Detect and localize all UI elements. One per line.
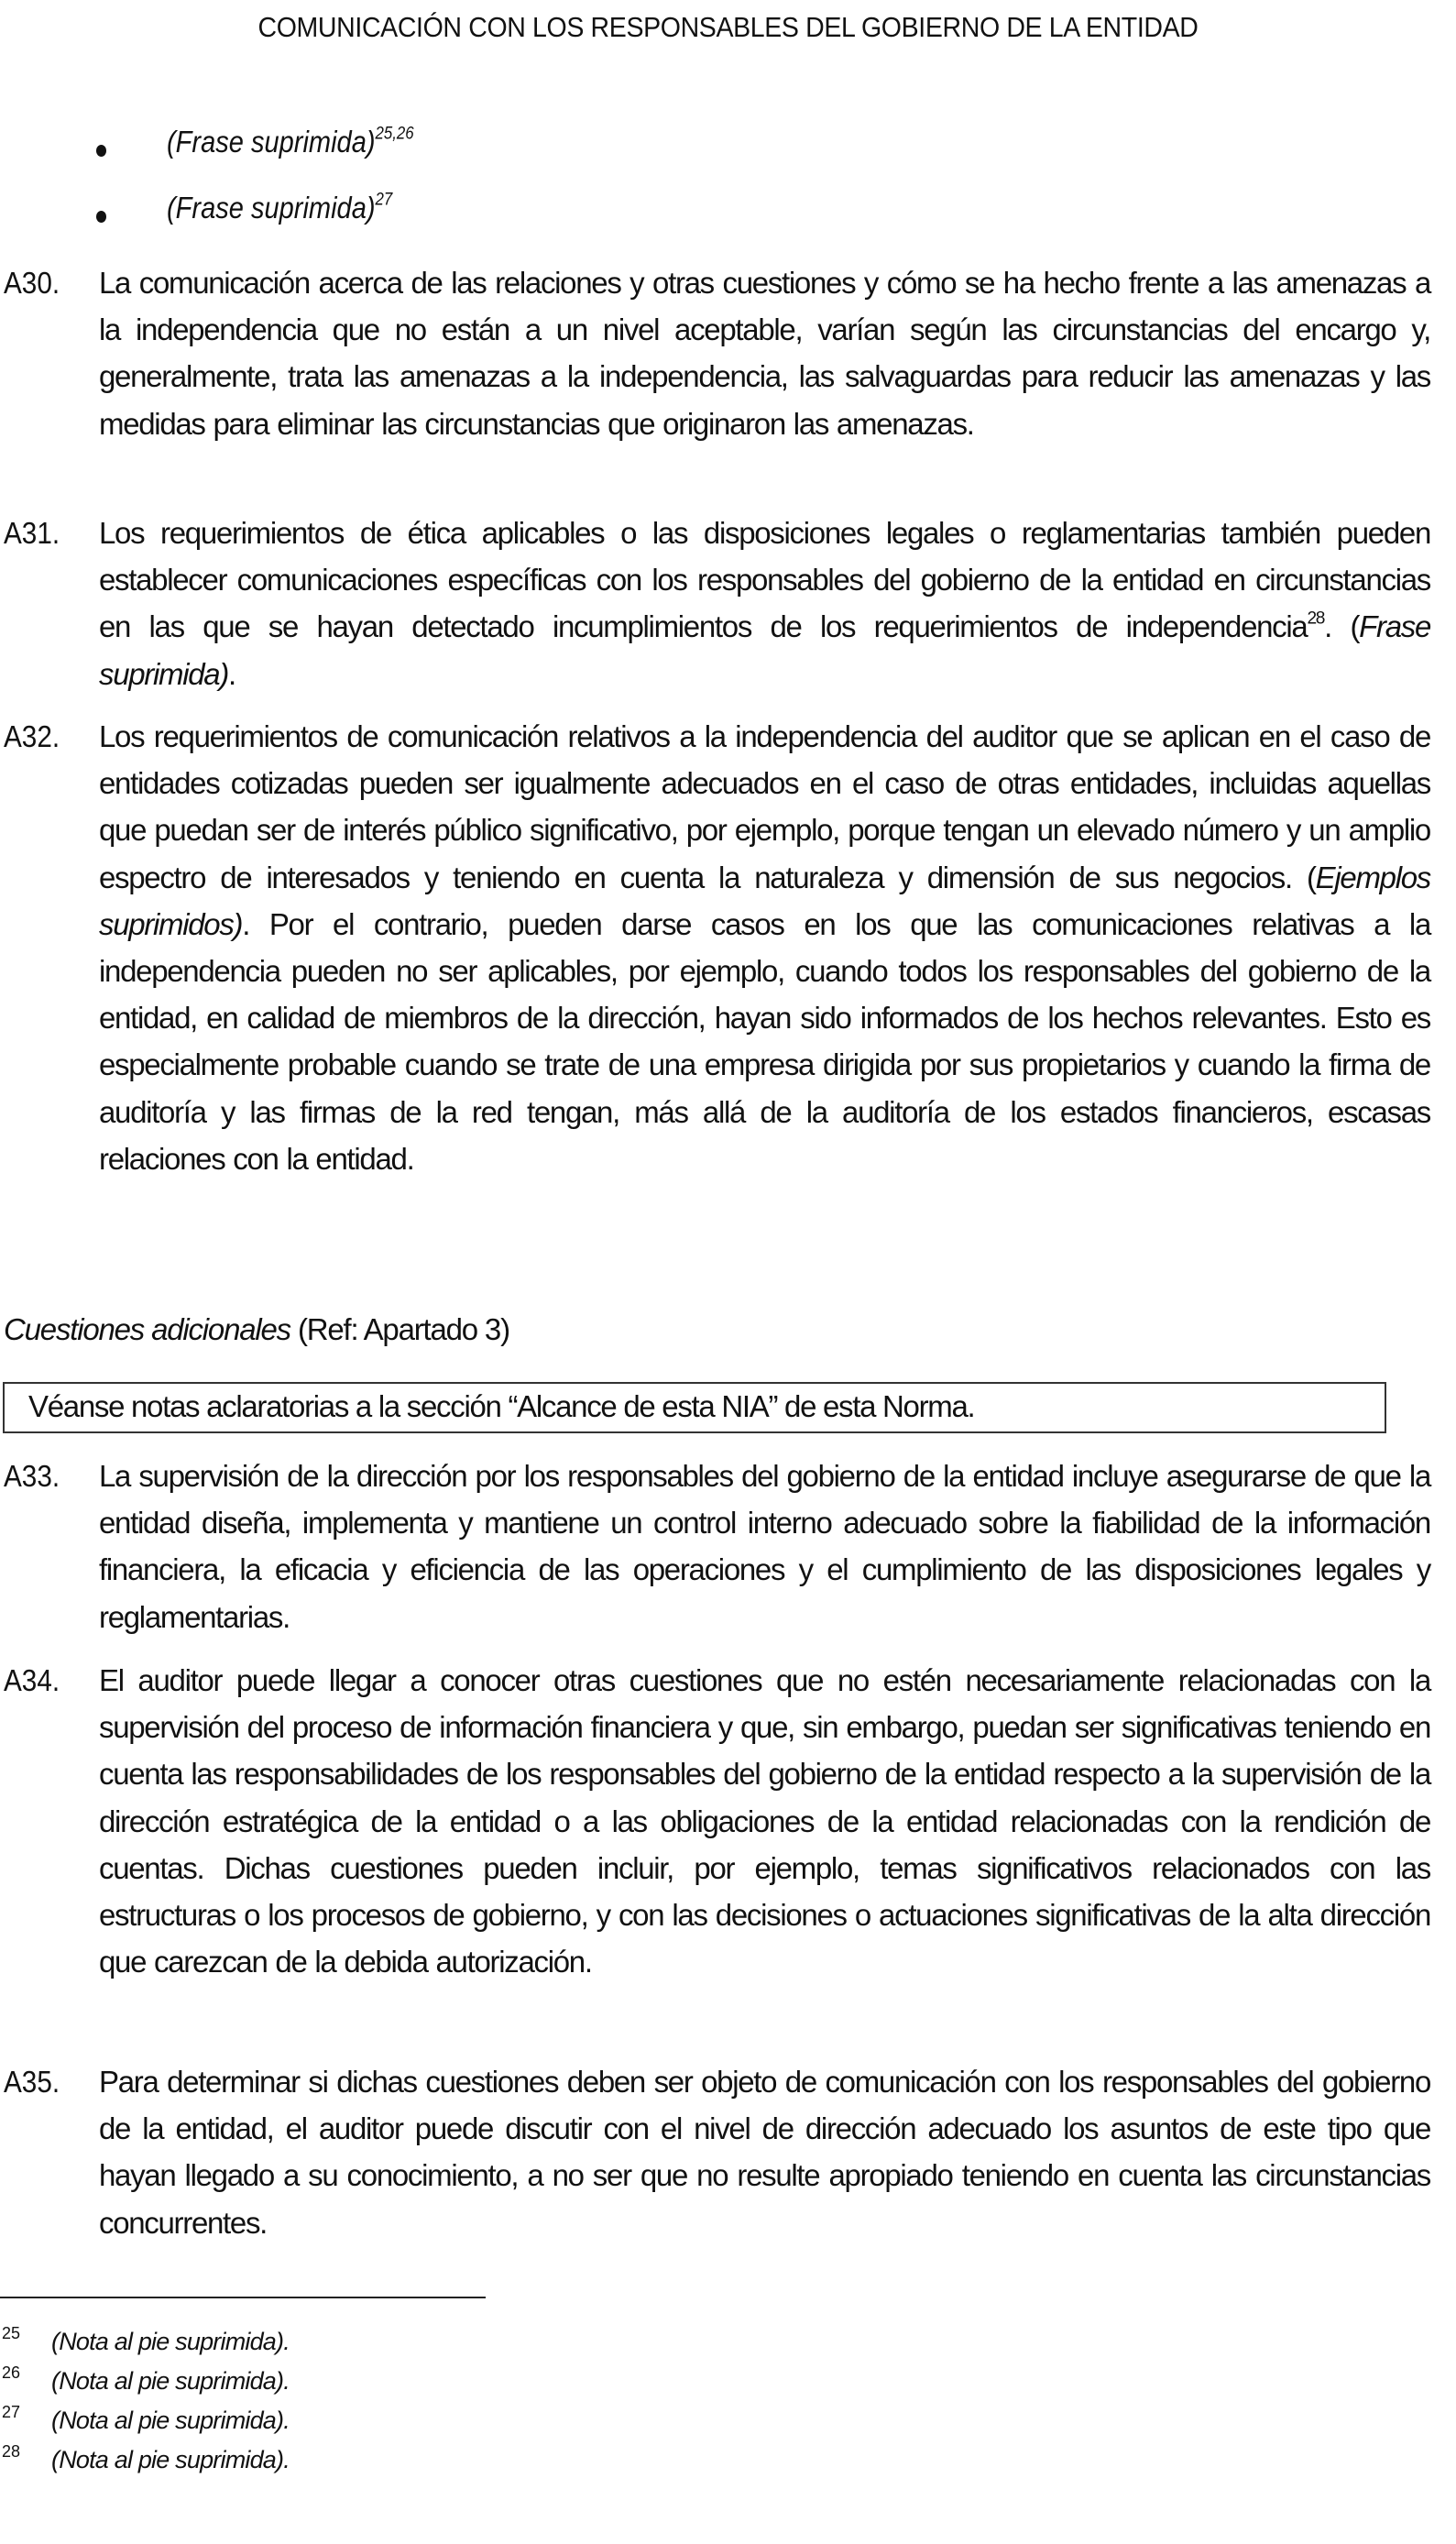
paragraph-body: La supervisión de la dirección por los responsables del gobierno de la entidad incluye asegurarse de que la entidad diseña, implementa y mantiene un control interno adecuado sobre la fiabilidad de la información financiera, la eficacia y eficiencia de las operaciones y el cumplimiento de las disposiciones legales y reglamentarias. xyxy=(99,1459,1430,1634)
paragraph-body: El auditor puede llegar a conocer otras cuestiones que no estén necesariamente relacionadas con la supervisión del proceso de información financiera y que, sin embargo, puedan ser significativas teniendo en cuenta las responsabilidades de los responsables del gobierno de la entidad respecto a la supervisión de la dirección estratégica de la entidad o a las obligaciones de la entidad relacionadas con la rendición de cuentas. Dichas cuestiones pueden incluir, por ejemplo, temas significativos relacionados con las estructuras o los procesos de gobierno, y con las decisiones o actuaciones significativas de la alta dirección que carezcan de la debida autorización. xyxy=(99,1663,1430,1979)
running-header: COMUNICACIÓN CON LOS RESPONSABLES DEL GOBIERNO DE LA ENTIDAD xyxy=(257,11,1199,43)
paragraph-number: A33. xyxy=(4,1459,60,1493)
footnote-text: (Nota al pie suprimida). xyxy=(51,2367,290,2395)
bullet-icon xyxy=(96,145,106,157)
clarifying-note-box xyxy=(3,1382,1386,1433)
bullet-text: (Frase suprimida)$^{27}$ xyxy=(167,190,393,225)
paragraph-body: Los requerimientos de ética aplicables o las disposiciones legales o reglamentarias también pueden establecer comunicaciones específicas con los responsables del gobierno de la entidad en circunstancias en las que se hayan detectado incumplimientos de los requerimientos de independencia$^{28}$. (Frase suprimida). xyxy=(99,516,1430,691)
footnote xyxy=(0,2442,550,2486)
footnote-number: 28 xyxy=(2,2442,21,2461)
footnote xyxy=(0,2324,550,2368)
footnote-number: 25 xyxy=(2,2324,21,2342)
footnote-text: (Nota al pie suprimida). xyxy=(51,2446,290,2473)
footnote xyxy=(0,2403,550,2447)
footnote-text: (Nota al pie suprimida). xyxy=(51,2407,290,2434)
paragraph-number: A30. xyxy=(4,266,60,300)
section-subheading: Cuestiones adicionales (Ref: Apartado 3) xyxy=(4,1312,509,1346)
footnote-ref[interactable]: 25,26 xyxy=(375,124,414,144)
footnote xyxy=(0,2363,550,2407)
paragraph-body: Los requerimientos de comunicación relativos a la independencia del auditor que se aplican en el caso de entidades cotizadas pueden ser igualmente adecuados en el caso de otras entidades, incluidas aquellas que puedan ser de interés público significativo, por ejemplo, porque tengan un elevado número y un amplio espectro de interesados y teniendo en cuenta la naturaleza y dimensión de sus negocios. (Ejemplos suprimidos). Por el contrario, pueden darse casos en los que las comunicaciones relativas a la independencia pueden no ser aplicables, por ejemplo, cuando todos los responsables del gobierno de la entidad, en calidad de miembros de la dirección, hayan sido informados de los hechos relevantes. Esto es especialmente probable cuando se trate de una empresa dirigida por sus propietarios y cuando la firma de auditoría y las firmas de la red tengan, más allá de la auditoría de los estados financieros, escasas relaciones con la entidad. xyxy=(99,719,1430,1176)
paragraph-number: A31. xyxy=(4,516,60,550)
paragraph-number: A32. xyxy=(4,719,60,753)
footnote-divider xyxy=(0,2297,486,2298)
paragraph-number: A35. xyxy=(4,2065,60,2099)
paragraph-body: Para determinar si dichas cuestiones deben ser objeto de comunicación con los responsables del gobierno de la entidad, el auditor puede discutir con el nivel de dirección adecuado los asuntos de este tipo que hayan llegado a su conocimiento, a no ser que no resulte apropiado teniendo en cuenta las circunstancias concurrentes. xyxy=(99,2065,1430,2240)
note-box-text: Véanse notas aclaratorias a la sección “Alcance de esta NIA” de esta Norma. xyxy=(28,1389,975,1423)
footnote-ref[interactable]: 27 xyxy=(375,190,393,210)
paragraph-number: A34. xyxy=(4,1663,60,1697)
footnote-text: (Nota al pie suprimida). xyxy=(51,2328,290,2355)
footnote-number: 26 xyxy=(2,2363,21,2382)
paragraph-body: La comunicación acerca de las relaciones y otras cuestiones y cómo se ha hecho frente a las amenazas a la independencia que no están a un nivel aceptable, varían según las circunstancias del encargo y, generalmente, trata las amenazas a la independencia, las salvaguardas para reducir las amenazas y las medidas para eliminar las circunstancias que originaron las amenazas. xyxy=(99,266,1430,441)
bullet-icon xyxy=(96,211,106,223)
footnote-ref[interactable]: 28 xyxy=(1307,609,1325,630)
footnote-number: 27 xyxy=(2,2403,21,2421)
bullet-text: (Frase suprimida)$^{25,26}$ xyxy=(167,124,414,159)
